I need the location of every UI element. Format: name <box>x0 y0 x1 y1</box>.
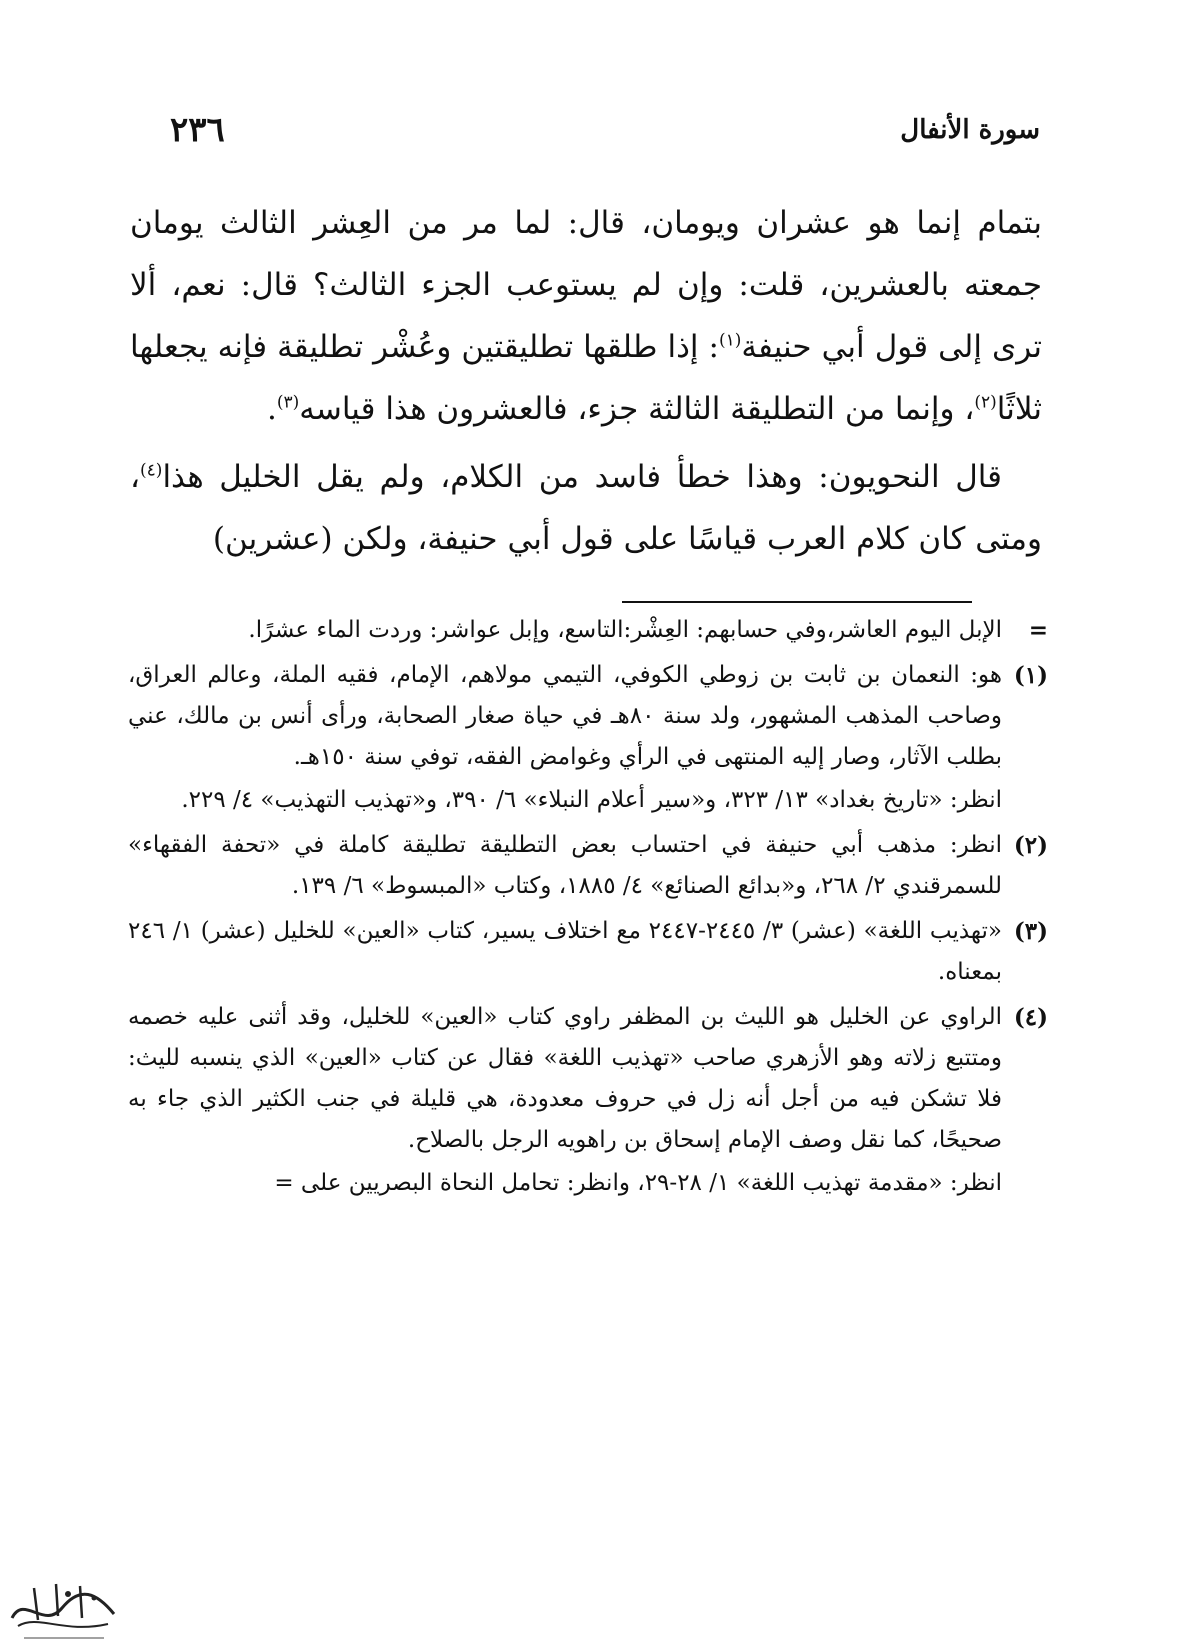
main-text-span: ، ومتى كان كلام العرب قياسًا على قول أبي حنيفة، ولكن (عشرين) <box>130 459 1042 557</box>
footnote-3 <box>128 911 1048 993</box>
footnote-1 <box>128 655 1048 821</box>
main-text-span: بتمام إنما هو عشران ويومان، قال: لما مر من العِشر الثالث يومان جمعته بالعشرين، قلت: وإن لم يستوعب الجزء الثالث؟ قال: نعم، ألا ترى إلى قول أبي حنيفة <box>130 205 1042 365</box>
footnote-text: «تهذيب اللغة» (عشر) ٣/ ٢٤٤٥-٢٤٤٧ مع اختلاف يسير، كتاب «العين» للخليل (عشر) ١/ ٢٤٦ بمعناه. <box>128 918 1002 985</box>
footnote-2 <box>128 825 1048 907</box>
page-number: ٢٣٦ <box>170 110 225 150</box>
main-text-span: . <box>266 391 277 427</box>
footnote-number: (٤) <box>1013 1004 1048 1031</box>
footnote-number: (٢) <box>1013 832 1048 859</box>
footnote-text: الراوي عن الخليل هو الليث بن المظفر راوي كتاب «العين» للخليل، وقد أثنى عليه خصمه ومتتبع زلاته وهو الأزهري صاحب «تهذيب اللغة» فقال عن كتاب «العين» الذي ينسبه لليث: فلا تشكن فيه من أجل أنه زل في حروف معدودة، هي قليلة في جنب الكثير الذي جاء به صحيحًا، كما نقل وصف الإمام إسحاق بن راهويه الرجل بالصلاح. <box>128 1004 1002 1153</box>
footnote-ref-1[interactable]: (١) <box>718 330 742 351</box>
main-text-span: ، وإنما من التطليقة الثالثة جزء، فالعشرون هذا قياسه <box>299 391 975 427</box>
footnote-reference-text: انظر: «مقدمة تهذيب اللغة» ١/ ٢٨-٢٩، وانظر: تحامل النحاة البصريين على = <box>274 1170 1002 1196</box>
footnote-text: انظر: مذهب أبي حنيفة في احتساب بعض التطليقة تطليقة كاملة في «تحفة الفقهاء» للسمرقندي ٢/ ٢٦٨، و«بدائع الصنائع» ٤/ ١٨٨٥، وكتاب «المبسوط» ٦/ ١٣٩. <box>128 832 1002 899</box>
main-text-span: : إذا طلقها تطليقتين وعُشْر تطليقة فإنه يجعلها ثلاثًا <box>130 329 1042 427</box>
footnote-ref-3[interactable]: (٣) <box>276 392 300 413</box>
footnote-number: (٣) <box>1013 918 1048 945</box>
main-text-span: قال النحويون: وهذا خطأ فاسد من الكلام، ولم يقل الخليل هذا <box>162 459 1002 495</box>
surah-title: سورة الأنفال <box>900 115 1040 145</box>
footnote-separator <box>622 601 972 603</box>
main-text <box>130 192 1042 570</box>
calligraphy-stamp-svg <box>4 1574 122 1646</box>
calligraphy-stamp-icon <box>4 1574 122 1646</box>
footnote-continued <box>128 610 1048 651</box>
continuation-marker: = <box>1028 617 1048 644</box>
footnote-4 <box>128 997 1048 1204</box>
footnote-ref-2[interactable]: (٢) <box>974 392 997 413</box>
main-paragraph-1 <box>130 192 1042 440</box>
footnote-text: الإبل اليوم العاشر،وفي حسابهم: العِشْر:التاسع، وإبل عواشر: وردت الماء عشرًا. <box>248 617 1002 643</box>
footnote-text: هو: النعمان بن ثابت بن زوطي الكوفي، التيمي مولاهم، الإمام، فقيه الملة، وعالم العراق، وصاحب المذهب المشهور، ولد سنة ٨٠هـ في حياة صغار الصحابة، ورأى أنس بن مالك، عني بطلب الآثار، وصار إليه المنتهى في الرأي وغوامض الفقه، توفي سنة ١٥٠هـ. <box>128 662 1002 770</box>
page-header <box>170 100 1040 160</box>
footnotes <box>128 610 1048 1208</box>
footnote-reference-text: انظر: «تاريخ بغداد» ١٣/ ٣٢٣، و«سير أعلام النبلاء» ٦/ ٣٩٠، و«تهذيب التهذيب» ٤/ ٢٢٩. <box>181 787 1002 813</box>
main-paragraph-2 <box>130 446 1042 570</box>
footnote-number: (١) <box>1013 662 1048 689</box>
footnote-ref-4[interactable]: (٤) <box>140 460 163 481</box>
